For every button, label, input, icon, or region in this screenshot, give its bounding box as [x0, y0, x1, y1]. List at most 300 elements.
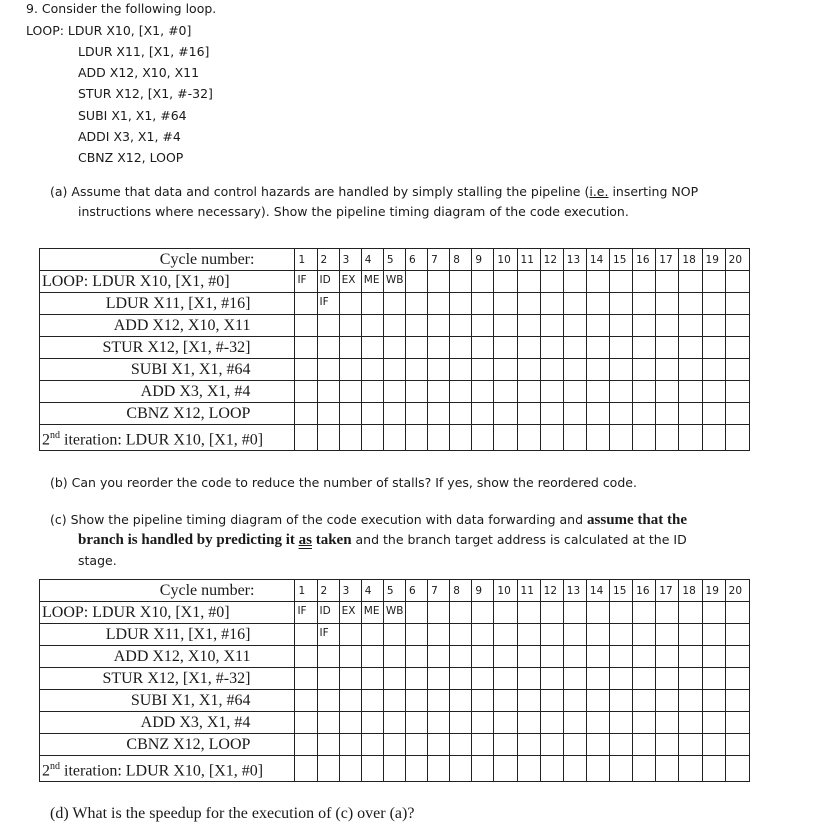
table-c-stage-cell[interactable]: IF: [295, 602, 317, 624]
table-a-stage-cell[interactable]: IF: [295, 271, 317, 293]
table-a-stage-cell[interactable]: [610, 271, 633, 293]
table-c-stage-cell[interactable]: [295, 690, 317, 712]
table-a-stage-cell[interactable]: [472, 359, 494, 381]
table-a-stage-cell[interactable]: [383, 403, 405, 425]
table-c-stage-cell[interactable]: [586, 712, 609, 734]
table-a-stage-cell[interactable]: [472, 403, 494, 425]
table-c-stage-cell[interactable]: [317, 734, 339, 756]
table-a-stage-cell[interactable]: [517, 315, 540, 337]
table-c-stage-cell[interactable]: [361, 624, 383, 646]
table-c-stage-cell[interactable]: [540, 602, 563, 624]
table-c-stage-cell[interactable]: [383, 756, 405, 782]
table-a-stage-cell[interactable]: [450, 315, 472, 337]
table-c-stage-cell[interactable]: [361, 690, 383, 712]
table-c-stage-cell[interactable]: [383, 646, 405, 668]
table-a-stage-cell[interactable]: EX: [339, 271, 361, 293]
table-a-stage-cell[interactable]: [563, 271, 586, 293]
table-c-stage-cell[interactable]: [339, 624, 361, 646]
table-a-stage-cell[interactable]: [563, 403, 586, 425]
table-a-stage-cell[interactable]: [679, 293, 702, 315]
table-c-stage-cell[interactable]: [361, 646, 383, 668]
table-c-stage-cell[interactable]: [586, 756, 609, 782]
table-a-stage-cell[interactable]: [450, 403, 472, 425]
table-a-stage-cell[interactable]: [494, 271, 517, 293]
table-a-stage-cell[interactable]: [494, 293, 517, 315]
table-a-stage-cell[interactable]: [383, 315, 405, 337]
table-c-stage-cell[interactable]: [383, 734, 405, 756]
table-c-stage-cell[interactable]: [633, 646, 656, 668]
table-c-stage-cell[interactable]: ME: [361, 602, 383, 624]
table-a-stage-cell[interactable]: [517, 425, 540, 451]
table-c-stage-cell[interactable]: [656, 602, 679, 624]
table-c-stage-cell[interactable]: [563, 734, 586, 756]
table-a-stage-cell[interactable]: [428, 315, 450, 337]
table-a-stage-cell[interactable]: [610, 425, 633, 451]
table-c-stage-cell[interactable]: [656, 690, 679, 712]
table-c-stage-cell[interactable]: [361, 756, 383, 782]
table-a-stage-cell[interactable]: [472, 271, 494, 293]
table-a-stage-cell[interactable]: IF: [317, 293, 339, 315]
table-c-stage-cell[interactable]: [450, 668, 472, 690]
table-c-stage-cell[interactable]: [563, 756, 586, 782]
table-c-stage-cell[interactable]: [339, 756, 361, 782]
table-c-stage-cell[interactable]: [494, 712, 517, 734]
table-c-stage-cell[interactable]: [472, 756, 494, 782]
table-a-stage-cell[interactable]: [540, 425, 563, 451]
table-c-stage-cell[interactable]: [586, 624, 609, 646]
table-a-stage-cell[interactable]: [633, 293, 656, 315]
table-a-stage-cell[interactable]: [450, 271, 472, 293]
table-c-stage-cell[interactable]: [586, 734, 609, 756]
table-c-stage-cell[interactable]: [679, 624, 702, 646]
table-a-stage-cell[interactable]: [702, 315, 725, 337]
table-a-stage-cell[interactable]: [702, 271, 725, 293]
table-a-stage-cell[interactable]: [586, 403, 609, 425]
table-a-stage-cell[interactable]: [494, 425, 517, 451]
table-c-stage-cell[interactable]: [725, 712, 749, 734]
table-a-stage-cell[interactable]: [517, 359, 540, 381]
table-a-stage-cell[interactable]: [702, 381, 725, 403]
table-a-stage-cell[interactable]: [295, 381, 317, 403]
table-c-stage-cell[interactable]: [517, 734, 540, 756]
table-c-stage-cell[interactable]: [563, 646, 586, 668]
table-c-stage-cell[interactable]: [725, 624, 749, 646]
table-c-stage-cell[interactable]: [725, 756, 749, 782]
table-c-stage-cell[interactable]: [517, 602, 540, 624]
table-a-stage-cell[interactable]: [633, 359, 656, 381]
table-c-stage-cell[interactable]: [405, 712, 427, 734]
table-a-stage-cell[interactable]: [361, 359, 383, 381]
table-a-stage-cell[interactable]: [633, 271, 656, 293]
table-c-stage-cell[interactable]: [339, 734, 361, 756]
table-c-stage-cell[interactable]: [295, 624, 317, 646]
table-a-stage-cell[interactable]: [428, 359, 450, 381]
table-c-stage-cell[interactable]: [702, 712, 725, 734]
table-c-stage-cell[interactable]: [702, 646, 725, 668]
table-c-stage-cell[interactable]: EX: [339, 602, 361, 624]
table-c-stage-cell[interactable]: [405, 646, 427, 668]
table-c-stage-cell[interactable]: [383, 668, 405, 690]
table-c-stage-cell[interactable]: [295, 712, 317, 734]
table-a-stage-cell[interactable]: [295, 403, 317, 425]
table-c-stage-cell[interactable]: IF: [317, 624, 339, 646]
table-c-stage-cell[interactable]: [540, 756, 563, 782]
table-c-stage-cell[interactable]: [517, 690, 540, 712]
table-c-stage-cell[interactable]: [428, 690, 450, 712]
table-a-stage-cell[interactable]: [725, 425, 749, 451]
table-c-stage-cell[interactable]: [679, 668, 702, 690]
table-c-stage-cell[interactable]: [586, 646, 609, 668]
table-c-stage-cell[interactable]: [361, 668, 383, 690]
table-a-stage-cell[interactable]: [563, 337, 586, 359]
table-c-stage-cell[interactable]: [563, 690, 586, 712]
table-a-stage-cell[interactable]: [317, 425, 339, 451]
table-a-stage-cell[interactable]: [339, 293, 361, 315]
table-a-stage-cell[interactable]: [472, 315, 494, 337]
table-a-stage-cell[interactable]: [563, 381, 586, 403]
table-c-stage-cell[interactable]: WB: [383, 602, 405, 624]
table-c-stage-cell[interactable]: [702, 756, 725, 782]
table-c-stage-cell[interactable]: [656, 734, 679, 756]
table-c-stage-cell[interactable]: [633, 734, 656, 756]
table-a-stage-cell[interactable]: [339, 381, 361, 403]
table-a-stage-cell[interactable]: [725, 293, 749, 315]
table-a-stage-cell[interactable]: [383, 337, 405, 359]
table-a-stage-cell[interactable]: [679, 315, 702, 337]
table-a-stage-cell[interactable]: [702, 337, 725, 359]
table-a-stage-cell[interactable]: [679, 425, 702, 451]
table-a-stage-cell[interactable]: [317, 403, 339, 425]
table-a-stage-cell[interactable]: [317, 337, 339, 359]
table-a-stage-cell[interactable]: [517, 271, 540, 293]
table-a-stage-cell[interactable]: [586, 293, 609, 315]
table-c-stage-cell[interactable]: [450, 712, 472, 734]
table-c-stage-cell[interactable]: [339, 712, 361, 734]
table-a-stage-cell[interactable]: [361, 403, 383, 425]
table-c-stage-cell[interactable]: [563, 602, 586, 624]
table-a-stage-cell[interactable]: [540, 359, 563, 381]
table-a-stage-cell[interactable]: [361, 381, 383, 403]
table-a-stage-cell[interactable]: [725, 337, 749, 359]
table-a-stage-cell[interactable]: [540, 403, 563, 425]
table-a-stage-cell[interactable]: [517, 403, 540, 425]
table-c-stage-cell[interactable]: [540, 646, 563, 668]
table-a-stage-cell[interactable]: [610, 381, 633, 403]
table-a-stage-cell[interactable]: WB: [383, 271, 405, 293]
table-a-stage-cell[interactable]: [295, 359, 317, 381]
table-a-stage-cell[interactable]: [702, 425, 725, 451]
table-a-stage-cell[interactable]: [610, 293, 633, 315]
table-a-stage-cell[interactable]: [428, 271, 450, 293]
table-a-stage-cell[interactable]: [586, 337, 609, 359]
table-a-stage-cell[interactable]: ME: [361, 271, 383, 293]
table-a-stage-cell[interactable]: [633, 403, 656, 425]
table-a-stage-cell[interactable]: [702, 359, 725, 381]
table-c-stage-cell[interactable]: [428, 602, 450, 624]
table-a-stage-cell[interactable]: [428, 403, 450, 425]
table-c-stage-cell[interactable]: [317, 690, 339, 712]
table-c-stage-cell[interactable]: [472, 690, 494, 712]
table-c-stage-cell[interactable]: [361, 734, 383, 756]
table-a-stage-cell[interactable]: [428, 337, 450, 359]
table-a-stage-cell[interactable]: [586, 271, 609, 293]
table-c-stage-cell[interactable]: [428, 734, 450, 756]
table-c-stage-cell[interactable]: [450, 734, 472, 756]
table-c-stage-cell[interactable]: [725, 646, 749, 668]
table-c-stage-cell[interactable]: [472, 602, 494, 624]
table-c-stage-cell[interactable]: [517, 624, 540, 646]
table-c-stage-cell[interactable]: [725, 734, 749, 756]
table-a-stage-cell[interactable]: [472, 293, 494, 315]
table-a-stage-cell[interactable]: [610, 359, 633, 381]
table-a-stage-cell[interactable]: [472, 337, 494, 359]
table-a-stage-cell[interactable]: [428, 293, 450, 315]
table-a-stage-cell[interactable]: [339, 425, 361, 451]
table-a-stage-cell[interactable]: [383, 293, 405, 315]
table-c-stage-cell[interactable]: [656, 712, 679, 734]
table-a-stage-cell[interactable]: [405, 315, 427, 337]
table-c-stage-cell[interactable]: [725, 602, 749, 624]
table-c-stage-cell[interactable]: [494, 668, 517, 690]
table-a-stage-cell[interactable]: [540, 337, 563, 359]
table-a-stage-cell[interactable]: [339, 315, 361, 337]
table-a-stage-cell[interactable]: [405, 403, 427, 425]
table-a-stage-cell[interactable]: [405, 425, 427, 451]
table-a-stage-cell[interactable]: [450, 359, 472, 381]
table-a-stage-cell[interactable]: [339, 403, 361, 425]
table-c-stage-cell[interactable]: [450, 690, 472, 712]
table-c-stage-cell[interactable]: [610, 712, 633, 734]
table-a-stage-cell[interactable]: [317, 359, 339, 381]
table-c-stage-cell[interactable]: [383, 712, 405, 734]
table-c-stage-cell[interactable]: [540, 690, 563, 712]
table-c-stage-cell[interactable]: [679, 734, 702, 756]
table-c-stage-cell[interactable]: [383, 624, 405, 646]
table-c-stage-cell[interactable]: [450, 646, 472, 668]
table-c-stage-cell[interactable]: [633, 756, 656, 782]
table-c-stage-cell[interactable]: [540, 734, 563, 756]
table-a-stage-cell[interactable]: [679, 381, 702, 403]
table-c-stage-cell[interactable]: [610, 668, 633, 690]
table-a-stage-cell[interactable]: [339, 359, 361, 381]
table-c-stage-cell[interactable]: [317, 646, 339, 668]
table-c-stage-cell[interactable]: [472, 712, 494, 734]
table-c-stage-cell[interactable]: [633, 690, 656, 712]
table-a-stage-cell[interactable]: [633, 337, 656, 359]
table-a-stage-cell[interactable]: [428, 425, 450, 451]
table-c-stage-cell[interactable]: [610, 756, 633, 782]
table-a-stage-cell[interactable]: [725, 315, 749, 337]
table-a-stage-cell[interactable]: [725, 271, 749, 293]
table-c-stage-cell[interactable]: [472, 668, 494, 690]
table-c-stage-cell[interactable]: [656, 624, 679, 646]
table-c-stage-cell[interactable]: [428, 624, 450, 646]
table-c-stage-cell[interactable]: [494, 734, 517, 756]
table-c-stage-cell[interactable]: [339, 668, 361, 690]
table-c-stage-cell[interactable]: [586, 690, 609, 712]
table-a-stage-cell[interactable]: [405, 293, 427, 315]
table-c-stage-cell[interactable]: [563, 712, 586, 734]
table-c-stage-cell[interactable]: [610, 690, 633, 712]
table-c-stage-cell[interactable]: ID: [317, 602, 339, 624]
table-a-stage-cell[interactable]: [405, 271, 427, 293]
table-a-stage-cell[interactable]: [383, 359, 405, 381]
table-c-stage-cell[interactable]: [702, 690, 725, 712]
table-a-stage-cell[interactable]: [517, 293, 540, 315]
table-c-stage-cell[interactable]: [540, 668, 563, 690]
table-a-stage-cell[interactable]: [540, 271, 563, 293]
table-c-stage-cell[interactable]: [472, 734, 494, 756]
table-c-stage-cell[interactable]: [610, 624, 633, 646]
table-c-stage-cell[interactable]: [610, 602, 633, 624]
table-c-stage-cell[interactable]: [339, 646, 361, 668]
table-c-stage-cell[interactable]: [679, 646, 702, 668]
table-a-stage-cell[interactable]: [450, 381, 472, 403]
table-c-stage-cell[interactable]: [361, 712, 383, 734]
table-c-stage-cell[interactable]: [428, 646, 450, 668]
table-c-stage-cell[interactable]: [517, 668, 540, 690]
table-a-stage-cell[interactable]: [494, 315, 517, 337]
table-c-stage-cell[interactable]: [517, 712, 540, 734]
table-c-stage-cell[interactable]: [494, 646, 517, 668]
table-c-stage-cell[interactable]: [633, 712, 656, 734]
table-c-stage-cell[interactable]: [428, 668, 450, 690]
table-a-stage-cell[interactable]: [656, 271, 679, 293]
table-a-stage-cell[interactable]: [586, 381, 609, 403]
table-a-stage-cell[interactable]: [610, 337, 633, 359]
table-a-stage-cell[interactable]: [405, 359, 427, 381]
table-a-stage-cell[interactable]: [563, 315, 586, 337]
table-c-stage-cell[interactable]: [317, 712, 339, 734]
table-c-stage-cell[interactable]: [428, 712, 450, 734]
table-a-stage-cell[interactable]: [540, 381, 563, 403]
table-c-stage-cell[interactable]: [317, 756, 339, 782]
table-a-stage-cell[interactable]: [472, 381, 494, 403]
table-a-stage-cell[interactable]: [679, 337, 702, 359]
table-a-stage-cell[interactable]: [586, 359, 609, 381]
table-c-stage-cell[interactable]: [405, 690, 427, 712]
table-a-stage-cell[interactable]: [517, 381, 540, 403]
table-a-stage-cell[interactable]: [610, 403, 633, 425]
table-a-stage-cell[interactable]: [679, 359, 702, 381]
table-a-stage-cell[interactable]: [679, 271, 702, 293]
table-a-stage-cell[interactable]: [656, 359, 679, 381]
table-c-stage-cell[interactable]: [405, 756, 427, 782]
table-a-stage-cell[interactable]: [725, 381, 749, 403]
table-a-stage-cell[interactable]: [656, 315, 679, 337]
table-c-stage-cell[interactable]: [405, 734, 427, 756]
table-c-stage-cell[interactable]: [563, 624, 586, 646]
table-a-stage-cell[interactable]: [339, 337, 361, 359]
table-a-stage-cell[interactable]: [494, 403, 517, 425]
table-c-stage-cell[interactable]: [679, 756, 702, 782]
table-c-stage-cell[interactable]: [295, 668, 317, 690]
table-a-stage-cell[interactable]: [517, 337, 540, 359]
table-a-stage-cell[interactable]: [361, 425, 383, 451]
table-c-stage-cell[interactable]: [702, 624, 725, 646]
table-a-stage-cell[interactable]: [450, 293, 472, 315]
table-c-stage-cell[interactable]: [702, 602, 725, 624]
table-c-stage-cell[interactable]: [725, 690, 749, 712]
table-c-stage-cell[interactable]: [610, 734, 633, 756]
table-c-stage-cell[interactable]: [295, 756, 317, 782]
table-a-stage-cell[interactable]: [428, 381, 450, 403]
table-c-stage-cell[interactable]: [472, 646, 494, 668]
table-a-stage-cell[interactable]: [405, 381, 427, 403]
table-a-stage-cell[interactable]: [295, 293, 317, 315]
table-a-stage-cell[interactable]: [361, 315, 383, 337]
table-c-stage-cell[interactable]: [540, 712, 563, 734]
table-c-stage-cell[interactable]: [339, 690, 361, 712]
table-c-stage-cell[interactable]: [383, 690, 405, 712]
table-c-stage-cell[interactable]: [586, 602, 609, 624]
table-c-stage-cell[interactable]: [633, 668, 656, 690]
table-a-stage-cell[interactable]: [494, 337, 517, 359]
table-a-stage-cell[interactable]: [383, 381, 405, 403]
table-c-stage-cell[interactable]: [494, 756, 517, 782]
table-c-stage-cell[interactable]: [295, 734, 317, 756]
table-a-stage-cell[interactable]: [563, 293, 586, 315]
table-c-stage-cell[interactable]: [405, 624, 427, 646]
table-c-stage-cell[interactable]: [405, 602, 427, 624]
table-a-stage-cell[interactable]: [540, 293, 563, 315]
table-c-stage-cell[interactable]: [450, 602, 472, 624]
table-c-stage-cell[interactable]: [517, 756, 540, 782]
table-c-stage-cell[interactable]: [702, 668, 725, 690]
table-a-stage-cell[interactable]: [472, 425, 494, 451]
table-c-stage-cell[interactable]: [610, 646, 633, 668]
table-c-stage-cell[interactable]: [586, 668, 609, 690]
table-c-stage-cell[interactable]: [428, 756, 450, 782]
table-a-stage-cell[interactable]: [317, 381, 339, 403]
table-a-stage-cell[interactable]: [656, 403, 679, 425]
table-a-stage-cell[interactable]: [633, 381, 656, 403]
table-c-stage-cell[interactable]: [679, 602, 702, 624]
table-c-stage-cell[interactable]: [633, 602, 656, 624]
table-c-stage-cell[interactable]: [450, 756, 472, 782]
table-c-stage-cell[interactable]: [405, 668, 427, 690]
table-c-stage-cell[interactable]: [656, 668, 679, 690]
table-a-stage-cell[interactable]: [725, 359, 749, 381]
table-a-stage-cell[interactable]: [656, 337, 679, 359]
table-a-stage-cell[interactable]: [450, 337, 472, 359]
table-a-stage-cell[interactable]: [702, 293, 725, 315]
table-a-stage-cell[interactable]: [633, 315, 656, 337]
table-a-stage-cell[interactable]: [725, 403, 749, 425]
table-a-stage-cell[interactable]: [494, 359, 517, 381]
table-c-stage-cell[interactable]: [317, 668, 339, 690]
table-a-stage-cell[interactable]: [633, 425, 656, 451]
table-a-stage-cell[interactable]: [702, 403, 725, 425]
table-a-stage-cell[interactable]: [361, 337, 383, 359]
table-c-stage-cell[interactable]: [472, 624, 494, 646]
table-a-stage-cell[interactable]: [295, 337, 317, 359]
table-c-stage-cell[interactable]: [725, 668, 749, 690]
table-a-stage-cell[interactable]: [295, 315, 317, 337]
table-a-stage-cell[interactable]: [656, 293, 679, 315]
table-c-stage-cell[interactable]: [656, 756, 679, 782]
table-a-stage-cell[interactable]: [610, 315, 633, 337]
table-c-stage-cell[interactable]: [702, 734, 725, 756]
table-c-stage-cell[interactable]: [679, 690, 702, 712]
table-c-stage-cell[interactable]: [540, 624, 563, 646]
table-a-stage-cell[interactable]: [656, 381, 679, 403]
table-c-stage-cell[interactable]: [450, 624, 472, 646]
table-a-stage-cell[interactable]: [405, 337, 427, 359]
table-c-stage-cell[interactable]: [295, 646, 317, 668]
table-a-stage-cell[interactable]: [494, 381, 517, 403]
table-a-stage-cell[interactable]: [361, 293, 383, 315]
